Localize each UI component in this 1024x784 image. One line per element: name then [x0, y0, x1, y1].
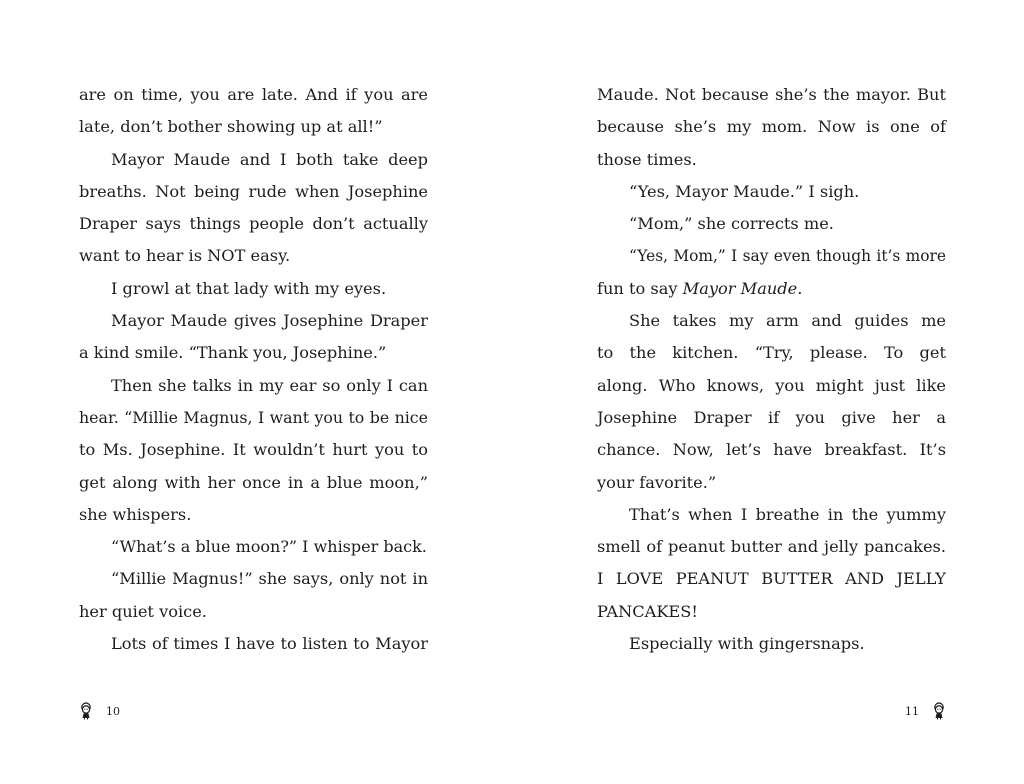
text-line: Draper says things people don’t actually — [79, 214, 428, 234]
text-line — [597, 273, 946, 305]
text-line: Especially with gingersnaps. — [629, 634, 865, 654]
text-line: Then she talks in my ear so only I can — [111, 375, 428, 395]
text-line: Lots of times I have to listen to Mayor — [111, 634, 428, 654]
text-line: she whispers. — [79, 504, 192, 524]
text-line: are on time, you are late. And if you are — [79, 85, 428, 104]
text-line: her quiet voice. — [79, 601, 207, 621]
girl-mascot-icon — [932, 702, 946, 720]
text-line: late, don’t bother showing up at all!” — [79, 117, 383, 137]
text-line: because she’s my mom. Now is one of — [597, 117, 946, 137]
text-line: PANCAKES! — [597, 601, 698, 621]
text-line: to the kitchen. “Try, please. To get — [597, 343, 946, 363]
text-line: Maude. Not because she’s the mayor. But — [597, 85, 946, 104]
text-line: those times. — [597, 149, 697, 169]
text-line: a kind smile. “Thank you, Josephine.” — [79, 343, 387, 363]
right-page-text — [597, 79, 946, 660]
text-line: breaths. Not being rude when Josephine — [79, 181, 428, 201]
text-line: “What’s a blue moon?” I whisper back. — [111, 537, 427, 557]
text-line: Josephine Draper if you give her a — [597, 407, 946, 427]
page-number: 11 — [905, 704, 919, 718]
text-line: She takes my arm and guides me — [629, 311, 946, 331]
text-line: to Ms. Josephine. It wouldn’t hurt you to — [79, 440, 428, 460]
left-page-text — [79, 79, 428, 660]
text-line: I LOVE PEANUT BUTTER AND JELLY — [597, 569, 946, 589]
page-number: 10 — [106, 704, 120, 718]
text-line: your favorite.” — [597, 472, 717, 492]
text-line: smell of peanut butter and jelly pancakes. — [597, 537, 946, 557]
text-line: I growl at that lady with my eyes. — [111, 278, 387, 298]
text-line: That’s when I breathe in the yummy — [629, 504, 946, 524]
text-line: Mayor Maude and I both take deep — [111, 149, 428, 169]
text-line: “Millie Magnus!” she says, only not in — [111, 569, 428, 589]
left-page-footer — [79, 700, 120, 722]
text-line: chance. Now, let’s have breakfast. It’s — [597, 440, 946, 460]
text-line: “Yes, Mom,” I say even though it’s more — [629, 247, 946, 266]
emphasis-text: Mayor Maude — [682, 278, 798, 298]
right-page — [512, 0, 1024, 784]
text-line: “Mom,” she corrects me. — [629, 214, 834, 234]
text-line: “Yes, Mayor Maude.” I sigh. — [629, 181, 860, 201]
girl-mascot-icon — [79, 702, 93, 720]
text-run: . — [797, 278, 803, 298]
text-line: want to hear is NOT easy. — [79, 246, 291, 266]
text-line: along. Who knows, you might just like — [597, 375, 946, 395]
text-run: fun to say — [597, 278, 683, 298]
text-line: Mayor Maude gives Josephine Draper — [111, 311, 428, 331]
text-line: get along with her once in a blue moon,” — [79, 472, 428, 492]
text-line: hear. “Millie Magnus, I want you to be nice — [79, 407, 428, 427]
right-page-footer — [905, 700, 946, 722]
